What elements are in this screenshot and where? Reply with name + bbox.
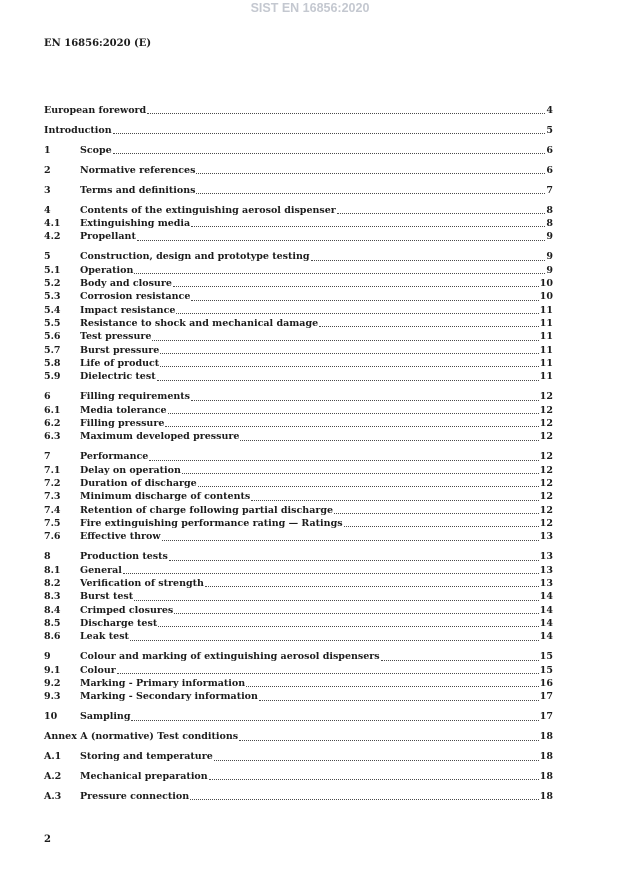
toc-entry-title: Pressure connection xyxy=(80,791,190,803)
toc-entry-page: 17 xyxy=(539,711,553,723)
page-number: 2 xyxy=(44,834,51,845)
toc-entry-page: 12 xyxy=(539,451,553,463)
toc-subentry[interactable] xyxy=(44,577,553,590)
dot-leader xyxy=(214,760,539,761)
toc-entry-number: 6 xyxy=(44,391,51,403)
toc-entry-number: 8 xyxy=(44,551,51,563)
dot-leader xyxy=(259,700,539,701)
toc-entry-page: 9 xyxy=(546,231,553,243)
toc-entry[interactable] xyxy=(44,204,553,217)
toc-entry[interactable] xyxy=(44,450,553,463)
toc-entry-number: 8.1 xyxy=(44,564,61,576)
toc-entry-number: 9.3 xyxy=(44,691,61,703)
toc-entry-number: 7.3 xyxy=(44,491,61,503)
toc-subentry[interactable] xyxy=(44,604,553,617)
toc-entry-page: 15 xyxy=(539,664,553,676)
toc-subentry[interactable] xyxy=(44,290,553,303)
dot-leader xyxy=(134,273,545,274)
toc-entry[interactable] xyxy=(44,750,553,763)
toc-entry-title: Burst test xyxy=(80,591,134,603)
toc-entry-title: Fire extinguishing performance rating — Ratings xyxy=(80,518,343,530)
toc-entry-page: 12 xyxy=(539,404,553,416)
toc-entry-title: Filling requirements xyxy=(80,391,191,403)
toc-entry[interactable] xyxy=(44,390,553,403)
dot-leader xyxy=(158,626,539,627)
toc-entry[interactable] xyxy=(44,144,553,157)
dot-leader xyxy=(205,586,539,587)
toc-entry-number: 7.1 xyxy=(44,464,61,476)
toc-entry-number: 6.3 xyxy=(44,431,61,443)
toc-subentry[interactable] xyxy=(44,217,553,230)
toc-entry-number: 10 xyxy=(44,711,58,723)
toc-entry-number: 5.4 xyxy=(44,304,61,316)
toc-entry-number: 7.6 xyxy=(44,531,61,543)
dot-leader xyxy=(149,460,538,461)
dot-leader xyxy=(169,560,539,561)
toc-subentry[interactable] xyxy=(44,417,553,430)
toc-subentry[interactable] xyxy=(44,304,553,317)
toc-entry-title: Resistance to shock and mechanical damage xyxy=(80,318,319,330)
toc-entry-title: Media tolerance xyxy=(80,404,167,416)
toc-entry-number: 2 xyxy=(44,164,51,176)
toc-entry-number: 5 xyxy=(44,251,51,263)
toc-entry-title: Retention of charge following partial discharge xyxy=(80,504,334,516)
toc-entry-number: 9 xyxy=(44,651,51,663)
toc-entry-number: A.2 xyxy=(44,771,62,783)
toc-entry-page: 6 xyxy=(546,164,553,176)
document-header: EN 16856:2020 (E) xyxy=(44,38,152,49)
toc-entry-number: 8.3 xyxy=(44,591,61,603)
toc-entry-page: 13 xyxy=(539,531,553,543)
toc-entry-page: 12 xyxy=(539,418,553,430)
toc-entry-title: Duration of discharge xyxy=(80,478,197,489)
dot-leader xyxy=(113,153,546,154)
toc-entry-page: 12 xyxy=(539,391,553,403)
toc-subentry[interactable] xyxy=(44,430,553,443)
toc-entry-page: 14 xyxy=(539,604,553,616)
toc-subentry[interactable] xyxy=(44,517,553,530)
toc-subentry[interactable] xyxy=(44,477,553,490)
toc-entry-title: Terms and definitions xyxy=(80,184,196,196)
toc-entry-page: 11 xyxy=(539,304,553,316)
dot-leader xyxy=(168,413,539,414)
toc-entry[interactable] xyxy=(44,250,553,263)
dot-leader xyxy=(311,260,546,261)
dot-leader xyxy=(239,740,539,741)
dot-leader xyxy=(190,799,539,800)
dot-leader xyxy=(209,779,539,780)
dot-leader xyxy=(334,513,539,514)
toc-subentry[interactable] xyxy=(44,617,553,630)
toc-entry-number: 1 xyxy=(44,144,51,156)
toc-entry-page: 13 xyxy=(539,551,553,563)
toc-entry-number: 5.1 xyxy=(44,264,61,276)
toc-entry-page: 14 xyxy=(539,618,553,630)
toc-entry-page: 17 xyxy=(539,691,553,703)
dot-leader xyxy=(137,240,546,241)
dot-leader xyxy=(134,600,539,601)
toc-subentry[interactable] xyxy=(44,344,553,357)
toc-entry-title: European foreword xyxy=(44,105,147,116)
table-of-contents xyxy=(44,104,553,803)
toc-entry-number: 7.4 xyxy=(44,504,61,516)
toc-entry-title: Test pressure xyxy=(80,331,152,343)
toc-entry[interactable] xyxy=(44,184,553,197)
toc-entry-title: Extinguishing media xyxy=(80,218,191,230)
dot-leader xyxy=(246,686,539,687)
toc-entry-title: Sampling xyxy=(80,711,131,723)
toc-entry-title: Storing and temperature xyxy=(80,751,213,763)
toc-entry[interactable] xyxy=(44,710,553,723)
toc-entry-number: 7.2 xyxy=(44,478,61,489)
toc-entry-page: 18 xyxy=(539,771,553,783)
dot-leader xyxy=(191,300,538,301)
toc-subentry[interactable] xyxy=(44,330,553,343)
toc-subentry[interactable] xyxy=(44,677,553,690)
toc-entry-number: 5.3 xyxy=(44,291,61,303)
toc-entry-number: 4.2 xyxy=(44,231,61,243)
dot-leader xyxy=(117,673,539,674)
toc-entry-title: Mechanical preparation xyxy=(80,771,208,783)
dot-leader xyxy=(162,540,539,541)
toc-subentry[interactable] xyxy=(44,404,553,417)
toc-entry-number: 7.5 xyxy=(44,518,61,530)
toc-entry-title: Introduction xyxy=(44,124,112,136)
toc-entry-page: 12 xyxy=(539,478,553,489)
toc-entry-page: 12 xyxy=(539,518,553,530)
toc-entry-page: 12 xyxy=(539,504,553,516)
toc-entry-title: Filling pressure xyxy=(80,418,165,430)
toc-entry-page: 12 xyxy=(539,491,553,503)
toc-entry-title: Colour and marking of extinguishing aerosol dispensers xyxy=(80,651,380,663)
toc-entry[interactable] xyxy=(44,790,553,803)
toc-entry-page: 16 xyxy=(539,678,553,689)
dot-leader xyxy=(157,380,539,381)
toc-entry-title: Minimum discharge of contents xyxy=(80,491,251,503)
toc-entry-page: 14 xyxy=(539,631,553,643)
toc-entry-number: 7 xyxy=(44,451,51,463)
toc-entry-page: 8 xyxy=(546,204,553,216)
toc-entry-page: 12 xyxy=(539,431,553,443)
dot-leader xyxy=(196,193,545,194)
toc-entry-page: 11 xyxy=(539,358,553,370)
dot-leader xyxy=(130,640,539,641)
toc-entry-page: 11 xyxy=(539,331,553,343)
toc-entry-page: 10 xyxy=(539,291,553,303)
toc-entry-title: Marking - Secondary information xyxy=(80,691,258,703)
toc-entry-title: Operation xyxy=(80,264,134,276)
toc-entry[interactable] xyxy=(44,104,553,117)
toc-entry-number: A.3 xyxy=(44,791,62,803)
dot-leader xyxy=(160,366,539,367)
toc-entry-number: 4 xyxy=(44,204,51,216)
toc-subentry[interactable] xyxy=(44,264,553,277)
toc-entry-number: A.1 xyxy=(44,751,62,763)
toc-entry-title: Contents of the extinguishing aerosol dispenser xyxy=(80,204,336,216)
toc-entry-number: 9.2 xyxy=(44,678,61,689)
toc-subentry[interactable] xyxy=(44,277,553,290)
toc-entry-number: 5.5 xyxy=(44,318,61,330)
toc-entry-number: 5.6 xyxy=(44,331,61,343)
toc-entry-number: 4.1 xyxy=(44,218,61,230)
toc-entry-number: 5.9 xyxy=(44,371,61,383)
toc-entry-title: Colour xyxy=(80,664,116,676)
toc-entry[interactable] xyxy=(44,164,553,177)
toc-entry-title: Production tests xyxy=(80,551,168,563)
toc-entry[interactable] xyxy=(44,550,553,563)
toc-entry-title: Verification of strength xyxy=(80,578,204,589)
toc-entry-page: 15 xyxy=(539,651,553,663)
toc-subentry[interactable] xyxy=(44,464,553,477)
toc-subentry[interactable] xyxy=(44,230,553,243)
toc-entry[interactable] xyxy=(44,124,553,137)
toc-entry-page: 14 xyxy=(539,591,553,603)
toc-entry-page: 6 xyxy=(546,144,553,156)
dot-leader xyxy=(113,133,546,134)
toc-entry-page: 18 xyxy=(539,751,553,763)
toc-entry-page: 12 xyxy=(539,464,553,476)
toc-entry-page: 10 xyxy=(539,278,553,289)
dot-leader xyxy=(198,486,539,487)
toc-subentry[interactable] xyxy=(44,630,553,643)
toc-entry-title: Leak test xyxy=(80,631,129,643)
toc-entry-title: Construction, design and prototype testing xyxy=(80,251,310,263)
toc-entry-page: 8 xyxy=(546,218,553,230)
toc-subentry[interactable] xyxy=(44,530,553,543)
toc-subentry[interactable] xyxy=(44,490,553,503)
toc-entry-page: 18 xyxy=(539,791,553,803)
toc-entry-page: 7 xyxy=(546,184,553,196)
toc-entry-title: Maximum developed pressure xyxy=(80,431,240,443)
toc-entry-title: Propellant xyxy=(80,231,136,243)
toc-entry-number: 6.1 xyxy=(44,404,61,416)
toc-entry-page: 18 xyxy=(539,731,553,743)
toc-entry-number: 6.2 xyxy=(44,418,61,430)
toc-entry-title: Corrosion resistance xyxy=(80,291,191,303)
dot-leader xyxy=(240,440,538,441)
dot-leader xyxy=(381,660,539,661)
dot-leader xyxy=(131,720,538,721)
dot-leader xyxy=(344,526,539,527)
toc-entry-title: Normative references xyxy=(80,164,196,176)
dot-leader xyxy=(160,353,538,354)
toc-entry-title: Marking - Primary information xyxy=(80,678,246,689)
toc-entry-title: Delay on operation xyxy=(80,464,181,476)
toc-entry[interactable] xyxy=(44,770,553,783)
toc-entry-number: 8.5 xyxy=(44,618,61,630)
toc-entry-title: Discharge test xyxy=(80,618,158,630)
toc-entry-title: Effective throw xyxy=(80,531,161,543)
toc-subentry[interactable] xyxy=(44,590,553,603)
toc-subentry[interactable] xyxy=(44,317,553,330)
toc-entry-page: 13 xyxy=(539,564,553,576)
dot-leader xyxy=(337,213,546,214)
toc-entry-page: 9 xyxy=(546,251,553,263)
toc-entry-title: Performance xyxy=(80,451,149,463)
toc-subentry[interactable] xyxy=(44,690,553,703)
toc-entry-title: Body and closure xyxy=(80,278,172,289)
toc-entry[interactable] xyxy=(44,730,553,743)
toc-entry-page: 4 xyxy=(546,105,553,116)
toc-entry-number: 8.4 xyxy=(44,604,61,616)
toc-entry-title: Burst pressure xyxy=(80,344,160,356)
toc-entry-page: 11 xyxy=(539,344,553,356)
dot-leader xyxy=(182,473,539,474)
toc-subentry[interactable] xyxy=(44,370,553,383)
toc-entry-title: Scope xyxy=(80,144,112,156)
toc-entry[interactable] xyxy=(44,650,553,663)
toc-entry-title: Dielectric test xyxy=(80,371,156,383)
dot-leader xyxy=(147,113,545,114)
toc-entry-page: 11 xyxy=(539,318,553,330)
toc-entry-page: 9 xyxy=(546,264,553,276)
toc-entry-title: Impact resistance xyxy=(80,304,176,316)
toc-entry-page: 5 xyxy=(546,124,553,136)
toc-entry-number: 8.6 xyxy=(44,631,61,643)
toc-entry-number: 3 xyxy=(44,184,51,196)
toc-entry-number: 9.1 xyxy=(44,664,61,676)
toc-entry-number: 5.2 xyxy=(44,278,61,289)
toc-subentry[interactable] xyxy=(44,357,553,370)
dot-leader xyxy=(152,340,538,341)
dot-leader xyxy=(191,226,545,227)
toc-entry-number: 5.7 xyxy=(44,344,61,356)
toc-subentry[interactable] xyxy=(44,664,553,677)
dot-leader xyxy=(176,313,538,314)
toc-subentry[interactable] xyxy=(44,564,553,577)
dot-leader xyxy=(319,326,539,327)
toc-subentry[interactable] xyxy=(44,504,553,517)
dot-leader xyxy=(174,613,539,614)
toc-entry-number: 8.2 xyxy=(44,578,61,589)
dot-leader xyxy=(165,426,538,427)
toc-entry-title: Life of product xyxy=(80,358,160,370)
toc-entry-page: 13 xyxy=(539,578,553,589)
dot-leader xyxy=(196,173,545,174)
watermark: SIST EN 16856:2020 xyxy=(250,1,370,15)
dot-leader xyxy=(191,400,539,401)
toc-entry-title: Crimped closures xyxy=(80,604,174,616)
dot-leader xyxy=(251,500,539,501)
toc-entry-title: General xyxy=(80,564,122,576)
dot-leader xyxy=(173,286,539,287)
toc-entry-number: 5.8 xyxy=(44,358,61,370)
dot-leader xyxy=(123,573,539,574)
toc-entry-title: Annex A (normative) Test conditions xyxy=(44,731,239,743)
toc-entry-page: 11 xyxy=(539,371,553,383)
